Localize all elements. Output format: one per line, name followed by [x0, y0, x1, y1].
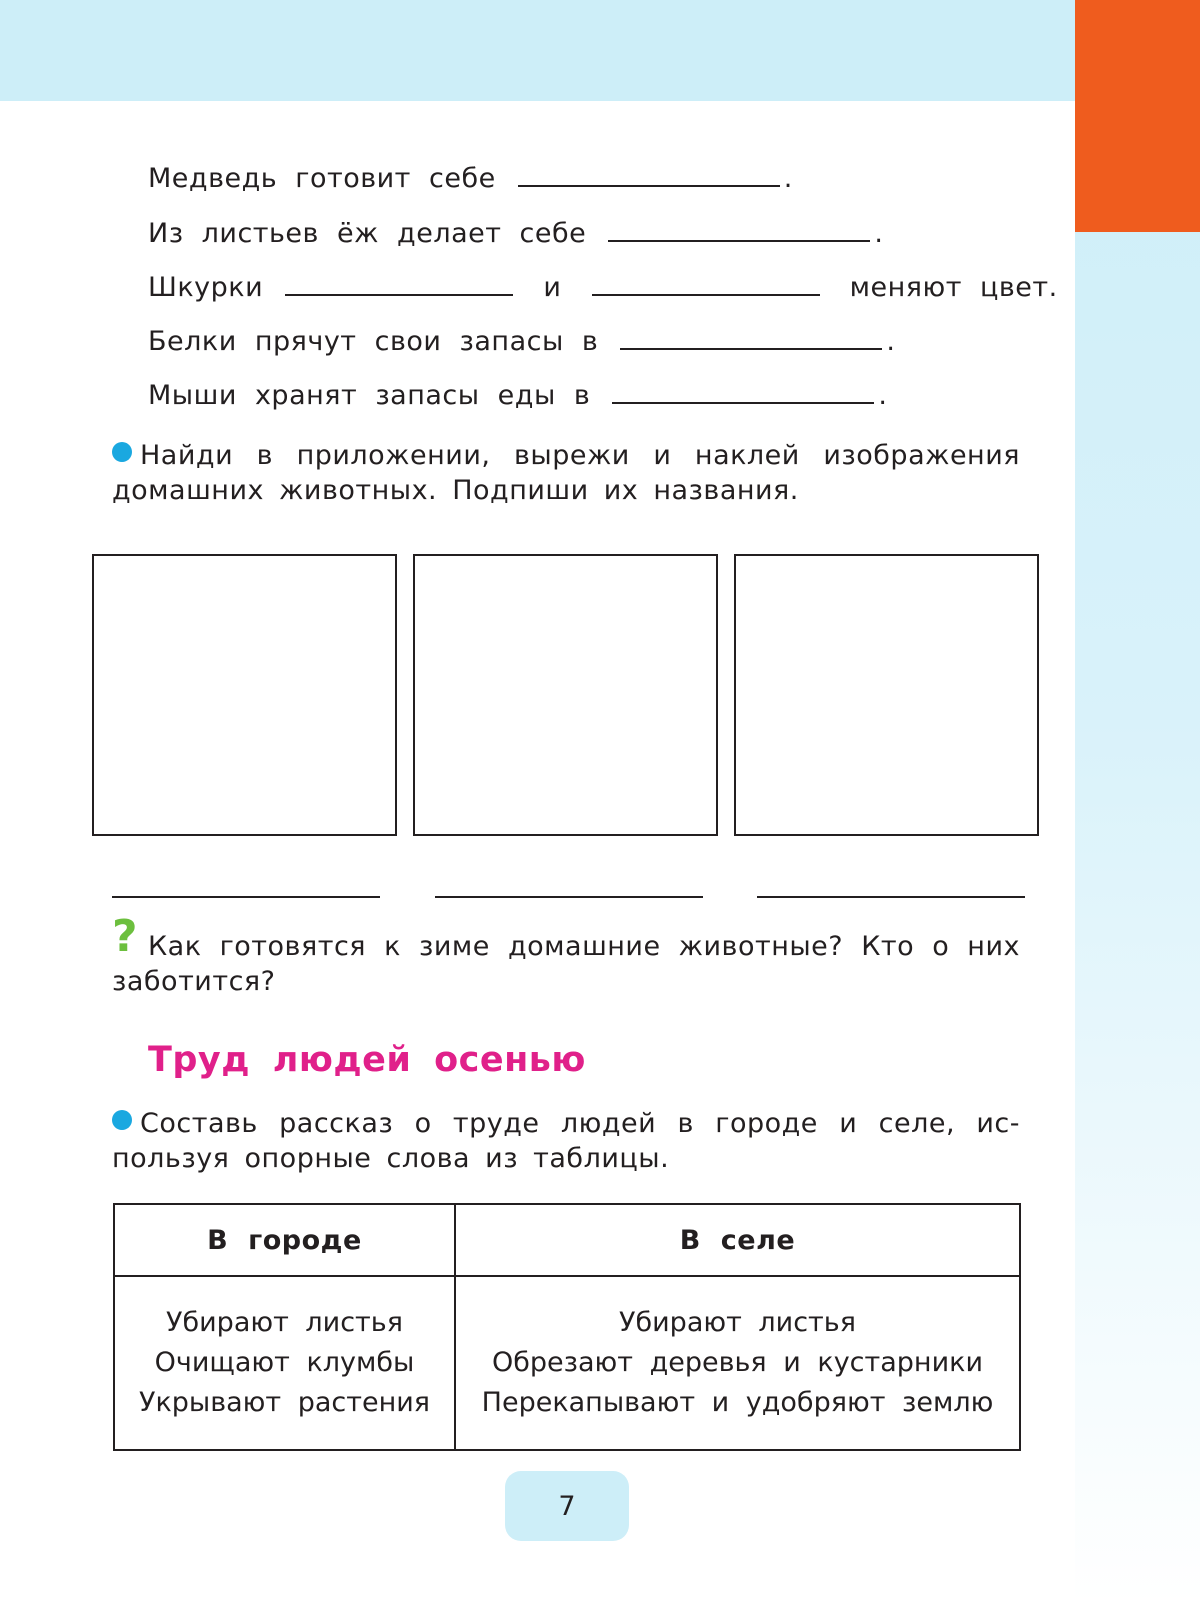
header-band	[0, 0, 1075, 101]
city-words: Убирают листья Очищают клумбы Укрывают растения	[114, 1276, 455, 1450]
answer-blank[interactable]	[518, 163, 780, 187]
paste-box-2[interactable]	[413, 554, 718, 836]
caption-line-3[interactable]	[757, 896, 1025, 898]
support-words-table	[113, 1203, 1021, 1451]
section-title: Труд людей осенью	[148, 1040, 586, 1080]
question-mark-icon: ?	[112, 911, 138, 962]
header-city: В городе	[114, 1204, 455, 1276]
fill-sentence-fur: Шкурки и меняют цвет.	[148, 272, 1058, 303]
caption-line-2[interactable]	[435, 896, 703, 898]
village-words: Убирают листья Обрезают деревья и кустарники Перекапывают и удобряют землю	[455, 1276, 1020, 1450]
task-bullet-icon	[112, 1110, 132, 1130]
answer-blank[interactable]	[592, 272, 820, 296]
header-village: В селе	[455, 1204, 1020, 1276]
answer-blank[interactable]	[608, 218, 870, 242]
answer-blank[interactable]	[285, 272, 513, 296]
question-domestic-animals: Как готовятся к зиме домашние животные? Кто о них заботится?	[112, 931, 1020, 997]
task-bullet-icon	[112, 442, 132, 462]
page-number: 7	[505, 1471, 629, 1541]
answer-blank[interactable]	[620, 326, 882, 350]
task-paste-animals: Найди в приложении, вырежи и наклей изображения домашних животных. Подпиши их названия.	[112, 440, 1020, 506]
paste-box-1[interactable]	[92, 554, 397, 836]
caption-line-1[interactable]	[112, 896, 380, 898]
task-story: Составь рассказ о труде людей в городе и селе, ис- пользуя опорные слова из таблицы.	[112, 1108, 1020, 1174]
fill-sentence-hedgehog: Из листьев ёж делает себе .	[148, 218, 884, 249]
fill-sentence-squirrels: Белки прячут свои запасы в .	[148, 326, 896, 357]
paste-box-3[interactable]	[734, 554, 1039, 836]
fill-sentence-bear: Медведь готовит себе .	[148, 163, 793, 194]
fill-sentence-mice: Мыши хранят запасы еды в .	[148, 380, 888, 411]
side-strip	[1075, 0, 1200, 1604]
answer-blank[interactable]	[612, 380, 874, 404]
chapter-tab	[1075, 0, 1200, 232]
